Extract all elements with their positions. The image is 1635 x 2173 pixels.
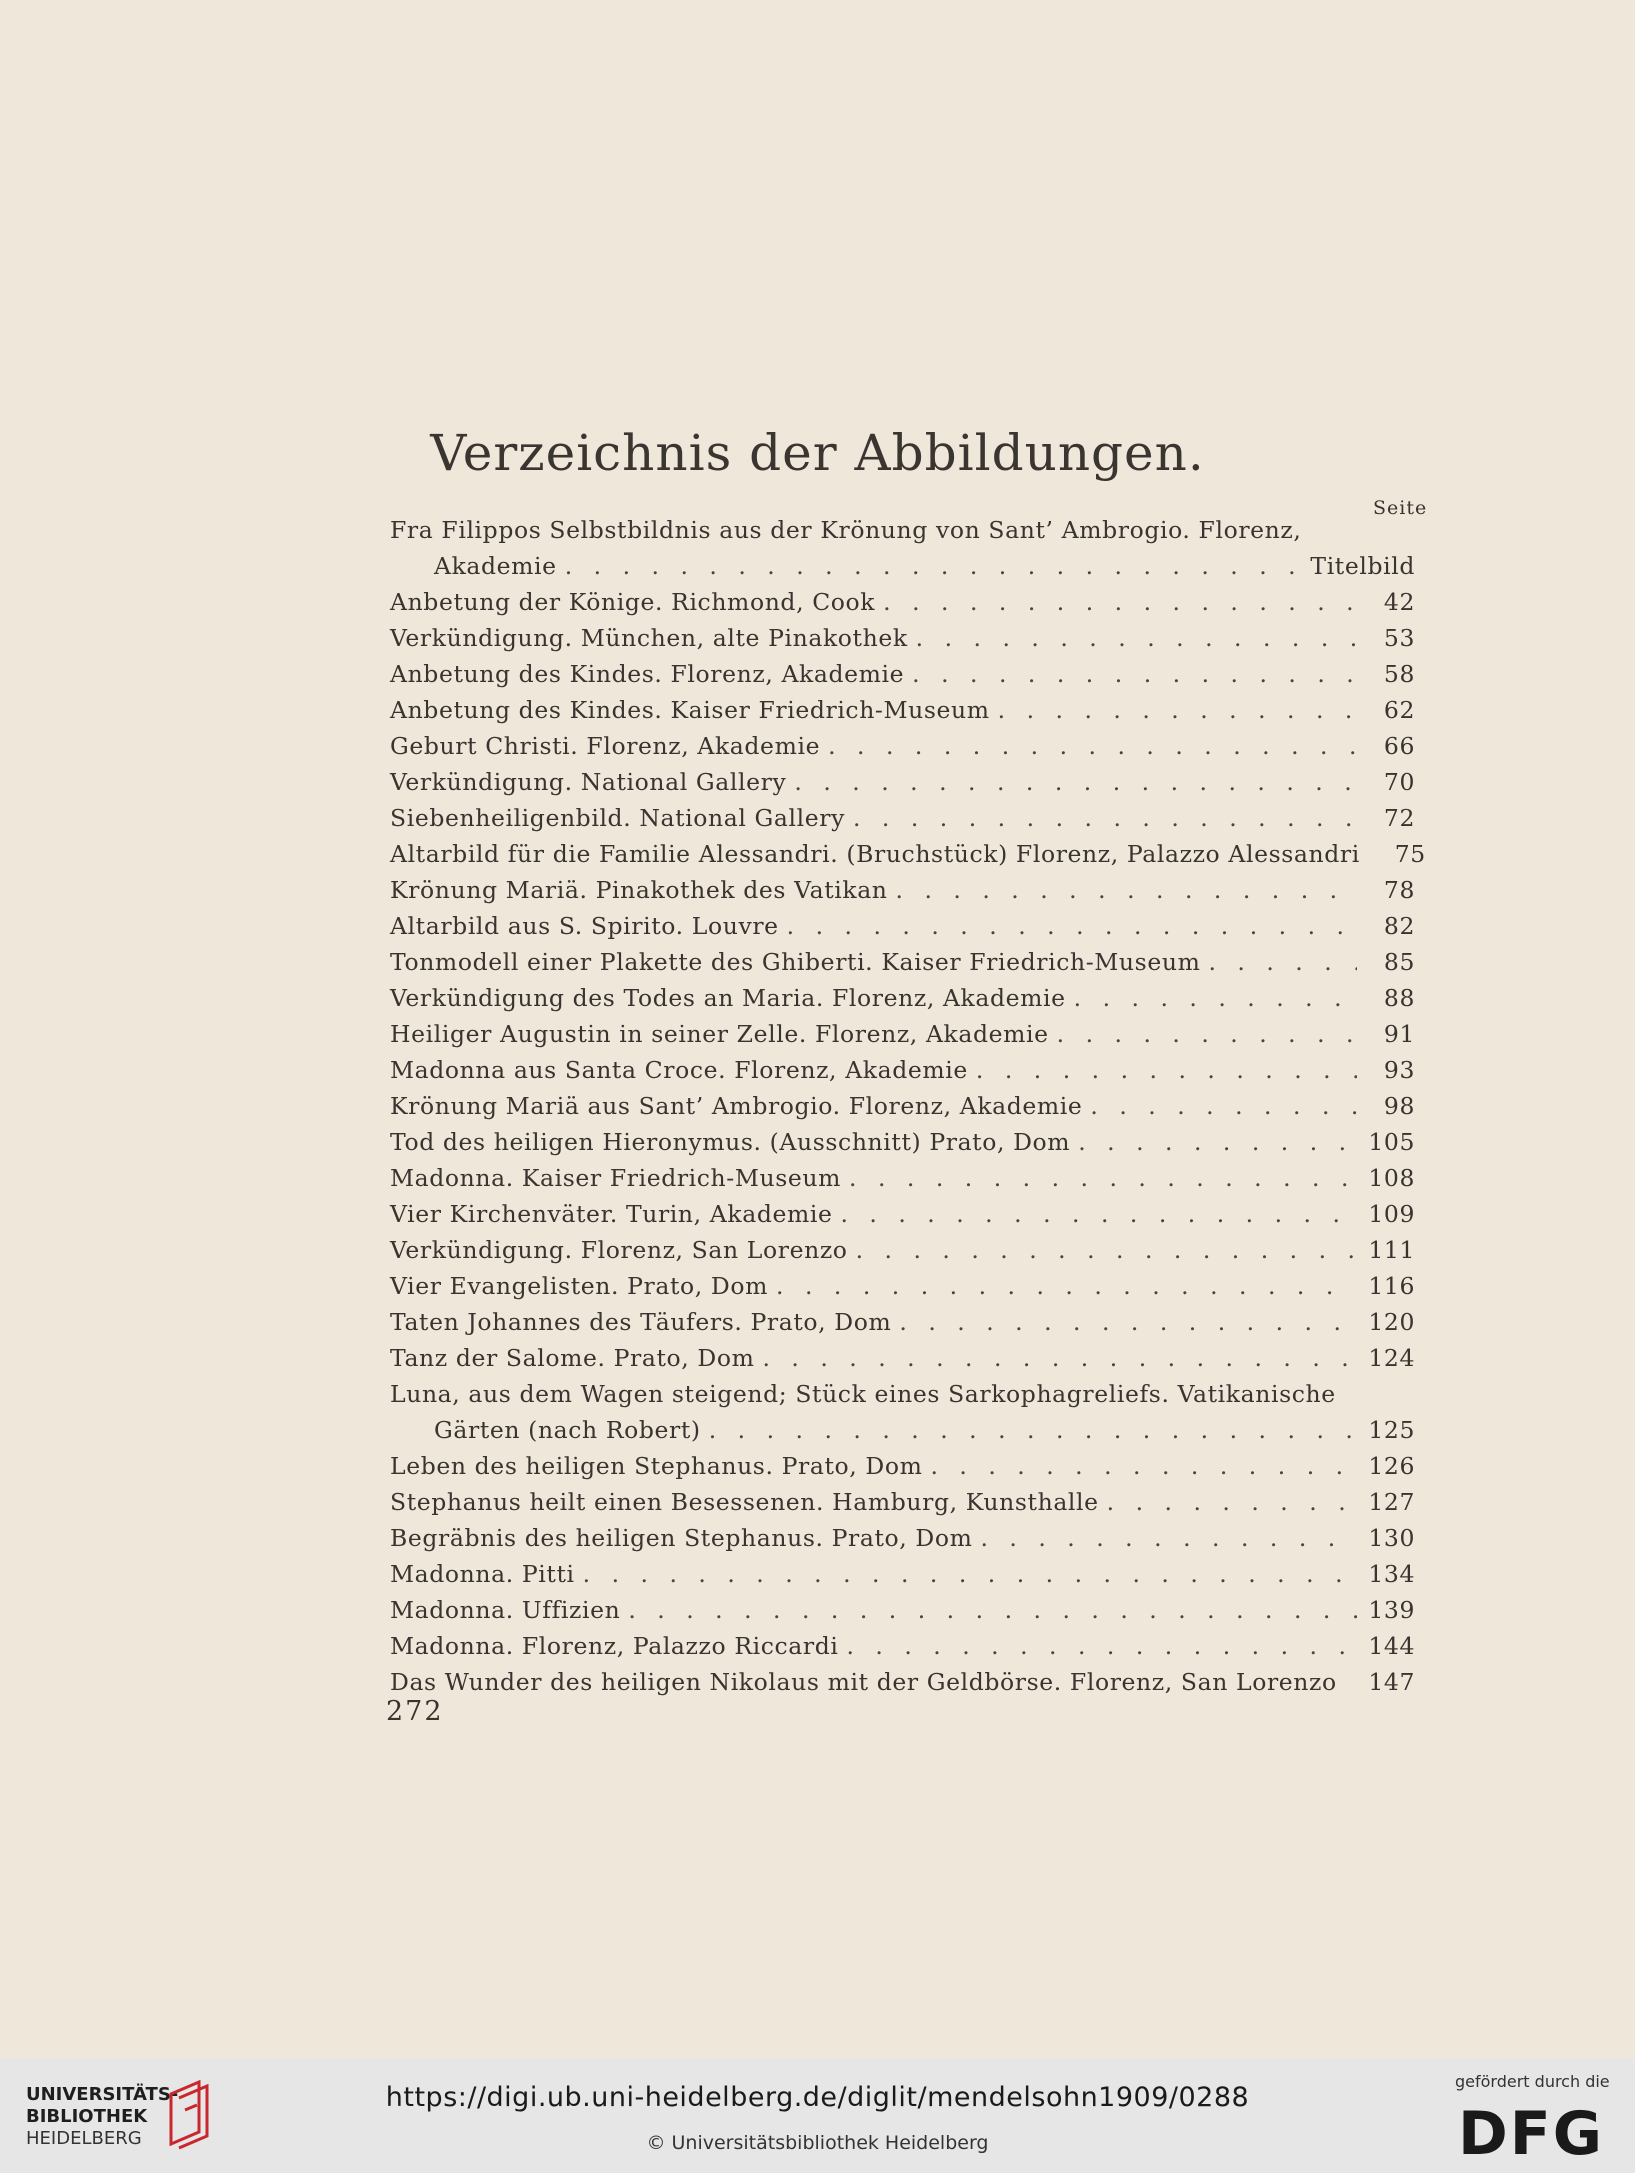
- dot-leader: [846, 1628, 1357, 1664]
- list-item: [390, 1052, 1415, 1088]
- entry-line: [390, 1088, 1415, 1124]
- entry-page: 109: [1368, 1200, 1415, 1228]
- entry-title: Taten Johannes des Täufers. Prato, Dom: [390, 1308, 892, 1336]
- dot-leader: [883, 584, 1357, 620]
- list-item: [390, 1520, 1415, 1556]
- dot-leader: [776, 1268, 1357, 1304]
- list-item: [390, 584, 1415, 620]
- dot-leader: [762, 1340, 1357, 1376]
- dot-leader: [709, 1412, 1357, 1448]
- entry-title: Verkündigung. Florenz, San Lorenzo: [390, 1236, 848, 1264]
- dot-leader: [828, 728, 1357, 764]
- dot-leader: [840, 1196, 1357, 1232]
- entry-page: 120: [1368, 1308, 1415, 1336]
- entry-line: [390, 1376, 1415, 1412]
- dot-leader: [912, 656, 1357, 692]
- dot-leader: [1107, 1484, 1357, 1520]
- entry-title: Tonmodell einer Plakette des Ghiberti. Kaiser Friedrich-Museum: [390, 948, 1201, 976]
- list-item: [390, 1160, 1415, 1196]
- list-item: [390, 944, 1415, 980]
- entry-title: Luna, aus dem Wagen steigend; Stück eines Sarkophagreliefs. Vatikanische: [390, 1380, 1336, 1408]
- list-item: [390, 836, 1426, 872]
- entry-line: [390, 1412, 1415, 1448]
- entry-title: Verkündigung des Todes an Maria. Florenz, Akademie: [390, 984, 1066, 1012]
- entry-title: Verkündigung. München, alte Pinakothek: [390, 624, 908, 652]
- list-item: [390, 1016, 1415, 1052]
- entry-page: 108: [1368, 1164, 1415, 1192]
- entry-line: [390, 1592, 1415, 1628]
- entry-title: Das Wunder des heiligen Nikolaus mit der Geldbörse. Florenz, San Lorenzo: [390, 1668, 1337, 1696]
- library-name-line: UNIVERSITÄTS-: [26, 2084, 179, 2105]
- dot-leader: [930, 1448, 1357, 1484]
- dot-leader: [1078, 1124, 1357, 1160]
- entry-page: 53: [1383, 624, 1415, 652]
- entry-page: 82: [1383, 912, 1415, 940]
- dot-leader: [856, 1232, 1357, 1268]
- entry-page: 125: [1368, 1416, 1415, 1444]
- list-item: [390, 512, 1415, 584]
- dfg-logo-icon[interactable]: [1458, 2098, 1608, 2160]
- entry-page: 91: [1383, 1020, 1415, 1048]
- entry-line: [390, 764, 1415, 800]
- entry-line: [390, 728, 1415, 764]
- list-item: [390, 1592, 1415, 1628]
- entry-title: Tanz der Salome. Prato, Dom: [390, 1344, 755, 1372]
- list-item: [390, 1556, 1415, 1592]
- copyright-notice: © Universitätsbibliothek Heidelberg: [646, 2132, 989, 2154]
- entry-page: 127: [1368, 1488, 1415, 1516]
- page-title: Verzeichnis der Abbildungen.: [430, 424, 1205, 482]
- entry-title: Tod des heiligen Hieronymus. (Ausschnitt) Prato, Dom: [390, 1128, 1071, 1156]
- entry-title: Gärten (nach Robert): [434, 1416, 701, 1444]
- entry-title: Stephanus heilt einen Besessenen. Hamburg, Kunsthalle: [390, 1488, 1099, 1516]
- entry-title: Heiliger Augustin in seiner Zelle. Florenz, Akademie: [390, 1020, 1049, 1048]
- entry-line: [390, 692, 1415, 728]
- entry-line: [390, 1664, 1415, 1700]
- entry-line: [390, 1052, 1415, 1088]
- entry-line: [390, 872, 1415, 908]
- entry-title: Begräbnis des heiligen Stephanus. Prato, Dom: [390, 1524, 973, 1552]
- entry-title: Anbetung des Kindes. Florenz, Akademie: [390, 660, 905, 688]
- entry-line: [390, 1484, 1415, 1520]
- entry-page: 124: [1368, 1344, 1415, 1372]
- entry-title: Krönung Mariä aus Sant’ Ambrogio. Florenz, Akademie: [390, 1092, 1083, 1120]
- entry-title: Madonna. Kaiser Friedrich-Museum: [390, 1164, 842, 1192]
- dot-leader: [1090, 1088, 1357, 1124]
- list-item: [390, 1376, 1415, 1448]
- entry-line: [390, 1124, 1415, 1160]
- list-item: [390, 1664, 1415, 1700]
- dot-leader: [853, 800, 1357, 836]
- entry-page: 70: [1383, 768, 1415, 796]
- entry-line: [390, 1556, 1415, 1592]
- entry-title: Vier Evangelisten. Prato, Dom: [390, 1272, 768, 1300]
- list-item: [390, 872, 1415, 908]
- list-item: [390, 1628, 1415, 1664]
- entry-page: 78: [1383, 876, 1415, 904]
- entry-title: Krönung Mariä. Pinakothek des Vatikan: [390, 876, 888, 904]
- entry-line: [390, 620, 1415, 656]
- entry-page: 134: [1368, 1560, 1415, 1588]
- entry-title: Madonna. Florenz, Palazzo Riccardi: [390, 1632, 839, 1660]
- dot-leader: [787, 908, 1357, 944]
- entry-page: 66: [1383, 732, 1415, 760]
- entry-page: 58: [1383, 660, 1415, 688]
- list-item: [390, 1304, 1415, 1340]
- entry-page: 147: [1368, 1668, 1415, 1696]
- dot-leader: [565, 548, 1301, 584]
- dot-leader: [896, 872, 1357, 908]
- entry-title: Madonna. Uffizien: [390, 1596, 621, 1624]
- entry-page: 139: [1368, 1596, 1415, 1624]
- entry-page: 98: [1383, 1092, 1415, 1120]
- entry-page: Titelbild: [1310, 552, 1415, 580]
- entry-line: [390, 800, 1415, 836]
- entry-line: [390, 512, 1415, 548]
- list-item: [390, 1268, 1415, 1304]
- entry-title: Leben des heiligen Stephanus. Prato, Dom: [390, 1452, 923, 1480]
- entry-line: [390, 1016, 1415, 1052]
- entry-page: 88: [1383, 984, 1415, 1012]
- library-name-line: HEIDELBERG: [26, 2128, 142, 2149]
- entry-line: [390, 584, 1415, 620]
- list-item: [390, 620, 1415, 656]
- entry-title: Akademie: [434, 552, 557, 580]
- entry-title: Madonna aus Santa Croce. Florenz, Akademie: [390, 1056, 968, 1084]
- dot-leader: [583, 1556, 1357, 1592]
- entry-page: 116: [1368, 1272, 1415, 1300]
- list-item: [390, 1448, 1415, 1484]
- entry-page: 72: [1383, 804, 1415, 832]
- dot-leader: [628, 1592, 1357, 1628]
- entry-line: [390, 980, 1415, 1016]
- dot-leader: [899, 1304, 1357, 1340]
- list-item: [390, 764, 1415, 800]
- dfg-logo-text: DFG: [1458, 2099, 1605, 2160]
- list-item: [390, 1232, 1415, 1268]
- entry-line: [390, 1520, 1415, 1556]
- entry-page: 85: [1383, 948, 1415, 976]
- list-item: [390, 908, 1415, 944]
- entry-title: Madonna. Pitti: [390, 1560, 575, 1588]
- entry-page: 75: [1394, 840, 1426, 868]
- page-number: 272: [386, 1696, 444, 1727]
- entry-title: Altarbild für die Familie Alessandri. (Bruchstück) Florenz, Palazzo Alessandri: [390, 840, 1360, 868]
- entry-line: [390, 1340, 1415, 1376]
- dot-leader: [1208, 944, 1357, 980]
- list-item: [390, 656, 1415, 692]
- entry-page: 130: [1368, 1524, 1415, 1552]
- entry-line: [390, 1448, 1415, 1484]
- dot-leader: [849, 1160, 1357, 1196]
- list-item: [390, 1484, 1415, 1520]
- dot-leader: [976, 1052, 1357, 1088]
- entry-line: [390, 944, 1415, 980]
- list-item: [390, 800, 1415, 836]
- entry-line: [390, 908, 1415, 944]
- entry-page: 62: [1383, 696, 1415, 724]
- entry-title: Geburt Christi. Florenz, Akademie: [390, 732, 821, 760]
- entry-page: 105: [1368, 1128, 1415, 1156]
- entry-line: [390, 1160, 1415, 1196]
- entry-line: [390, 1304, 1415, 1340]
- dot-leader: [1057, 1016, 1357, 1052]
- list-item: [390, 980, 1415, 1016]
- viewer-footer: [0, 2058, 1635, 2173]
- entry-line: [390, 1232, 1415, 1268]
- entry-title: Fra Filippos Selbstbildnis aus der Krönung von Sant’ Ambrogio. Florenz,: [390, 516, 1302, 544]
- entry-title: Verkündigung. National Gallery: [390, 768, 787, 796]
- entry-title: Altarbild aus S. Spirito. Louvre: [390, 912, 779, 940]
- permalink-url[interactable]: https://digi.ub.uni-heidelberg.de/diglit/mendelsohn1909/0288: [385, 2082, 1250, 2113]
- entry-line: [390, 1628, 1415, 1664]
- entry-page: 144: [1368, 1632, 1415, 1660]
- entry-page: 93: [1383, 1056, 1415, 1084]
- dot-leader: [916, 620, 1357, 656]
- list-item: [390, 1196, 1415, 1232]
- entry-title: Siebenheiligenbild. National Gallery: [390, 804, 845, 832]
- entry-page: 126: [1368, 1452, 1415, 1480]
- list-item: [390, 692, 1415, 728]
- entry-page: 111: [1368, 1236, 1415, 1264]
- dot-leader: [1074, 980, 1357, 1016]
- entry-line: [390, 1268, 1415, 1304]
- entry-line: [390, 548, 1415, 584]
- list-item: [390, 1124, 1415, 1160]
- library-name-line: BIBLIOTHEK: [26, 2106, 148, 2127]
- entry-line: [390, 656, 1415, 692]
- page-column-header: Seite: [1373, 497, 1428, 519]
- entry-page: 42: [1383, 588, 1415, 616]
- entry-line: [390, 836, 1426, 872]
- list-item: [390, 728, 1415, 764]
- dot-leader: [998, 692, 1357, 728]
- entry-title: Vier Kirchenväter. Turin, Akademie: [390, 1200, 833, 1228]
- entry-title: Anbetung des Kindes. Kaiser Friedrich-Museum: [390, 696, 990, 724]
- illustration-list: [390, 512, 1426, 1700]
- dot-leader: [794, 764, 1357, 800]
- entry-title: Anbetung der Könige. Richmond, Cook: [390, 588, 876, 616]
- entry-line: [390, 1196, 1415, 1232]
- funding-label: gefördert durch die: [1455, 2072, 1610, 2091]
- list-item: [390, 1340, 1415, 1376]
- list-item: [390, 1088, 1415, 1124]
- dot-leader: [980, 1520, 1357, 1556]
